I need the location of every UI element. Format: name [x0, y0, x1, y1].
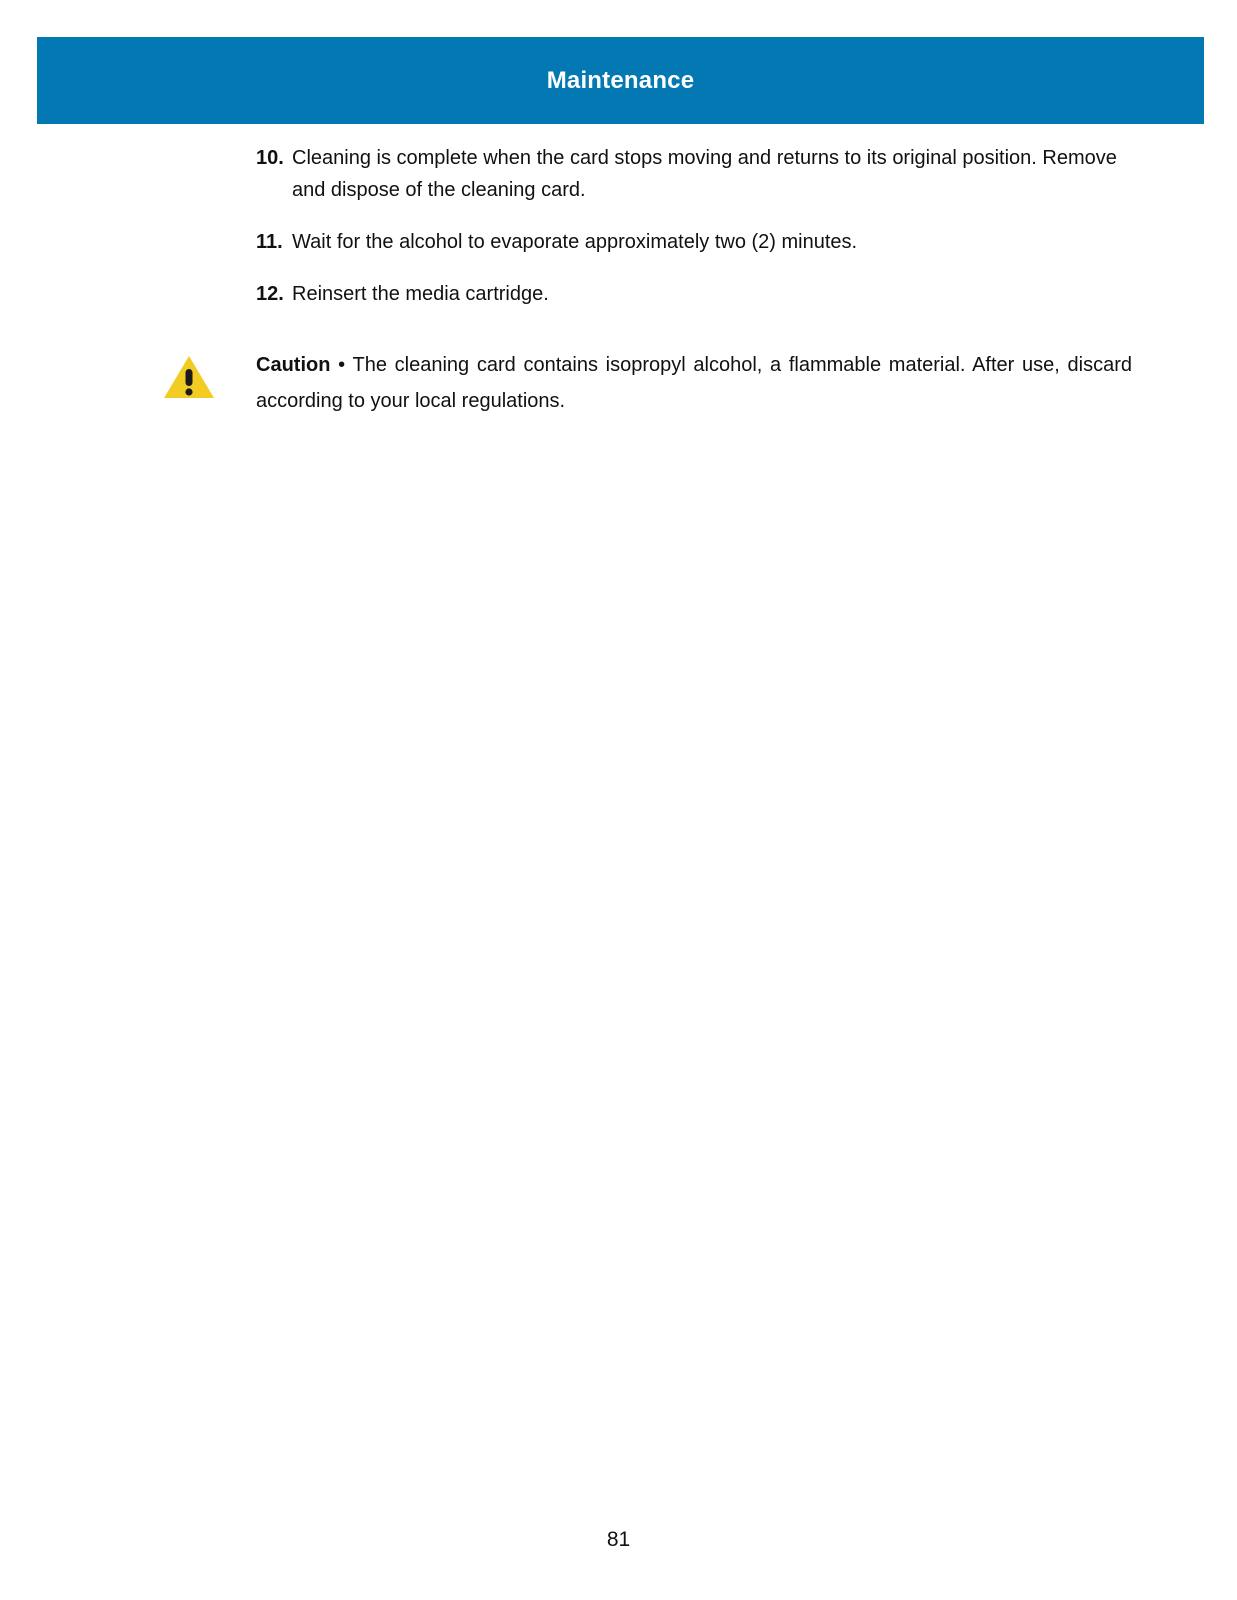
- list-item: [256, 226, 1136, 258]
- list-item: [256, 142, 1136, 206]
- procedure-steps-list: [256, 142, 1136, 330]
- section-title: Maintenance: [546, 66, 695, 94]
- step-number: 10.: [256, 147, 284, 169]
- caution-label: Caution: [256, 354, 331, 376]
- step-number: 12.: [256, 283, 284, 305]
- step-number: 11.: [256, 231, 283, 253]
- warning-triangle-icon: [163, 354, 215, 400]
- page-number: 81: [606, 1528, 631, 1551]
- caution-separator: •: [330, 354, 353, 376]
- caution-text: The cleaning card contains isopropyl alcohol, a flammable material. After use, discard according to your local regulations.: [256, 354, 1132, 412]
- caution-note: [256, 347, 1132, 419]
- step-text: Wait for the alcohol to evaporate approximately two (2) minutes.: [292, 231, 858, 253]
- step-text: Cleaning is complete when the card stops moving and returns to its original position. Remove and dispose of the cleaning card.: [292, 147, 1117, 201]
- list-item: [256, 278, 1136, 310]
- step-text: Reinsert the media cartridge.: [292, 283, 549, 305]
- section-header-bar: [37, 37, 1204, 124]
